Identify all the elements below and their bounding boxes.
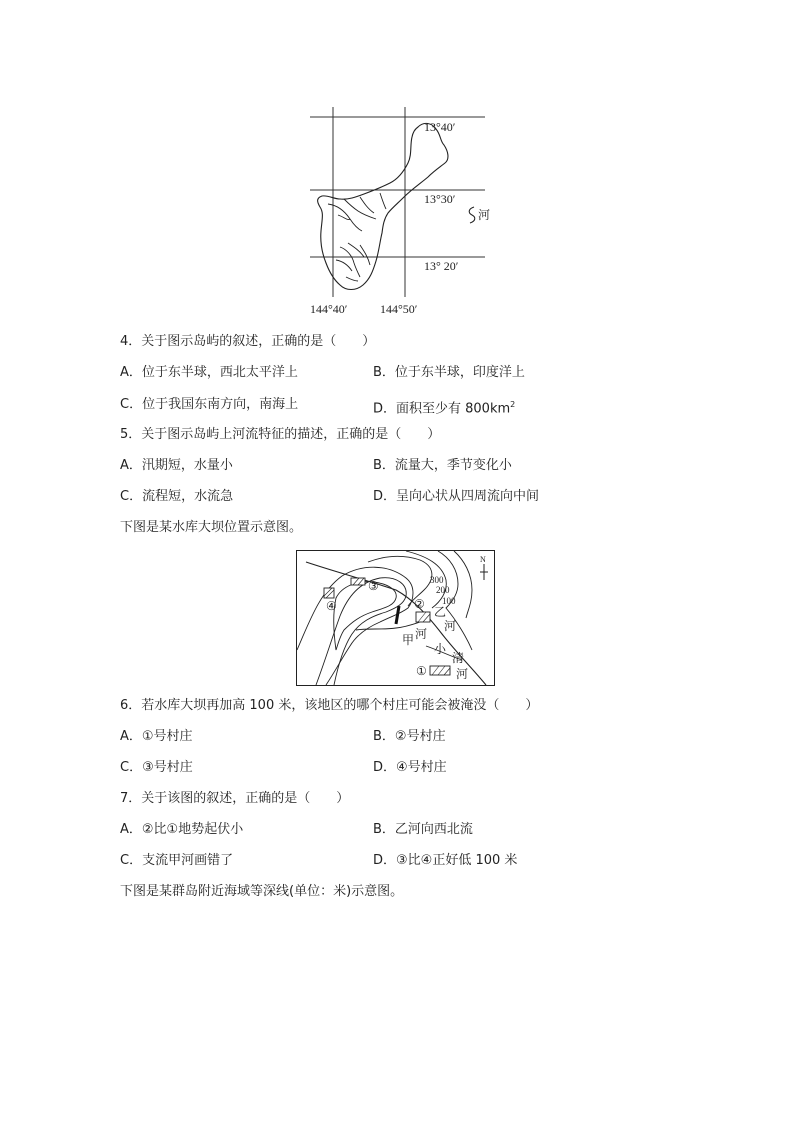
q6-option-b: B．②号村庄 [373,729,446,744]
label-yi-he: 河 [444,619,457,633]
q4-option-b: B．位于东半球，印度洋上 [373,365,525,380]
lat-label-1320: 13° 20′ [424,259,459,273]
lon-label-14450: 144°50′ [380,302,418,316]
q7-option-c: C．支流甲河画错了 [120,853,234,868]
village-markers [324,578,450,675]
q7-stem: 7．关于该图的叙述，正确的是（ ） [120,791,350,806]
north-label: N [480,555,486,564]
lat-label-1330: 13°30′ [424,192,456,206]
reservoir-map-figure [296,550,496,687]
q7-option-a: A．②比①地势起伏小 [120,822,244,837]
label-jia-he: 河 [415,627,428,641]
island-map-figure [300,105,500,320]
q7-option-b: B．乙河向西北流 [373,822,473,837]
village-4-label: ④ [326,599,337,613]
q4-option-d [373,397,515,417]
lat-label-1340: 13°40′ [424,120,456,134]
intro-archipelago: 下图是某群岛附近海域等深线(单位：米)示意图。 [120,884,404,899]
village-1-label: ① [416,664,427,678]
label-xiao: 小 [434,642,447,656]
label-xiaoqing-he: 河 [456,667,469,681]
q6-stem: 6．若水库大坝再加高 100 米，该地区的哪个村庄可能会被淹没（ ） [120,698,539,713]
river-legend-symbol [469,207,475,223]
village-2-label: ② [414,597,425,611]
q6-option-d: D．④号村庄 [373,760,447,775]
label-qing: 清 [452,651,465,665]
q7-option-d: D．③比④正好低 100 米 [373,853,518,868]
q5-option-d: D．呈向心状从四周流向中间 [373,489,540,504]
q6-option-a: A．①号村庄 [120,729,193,744]
q4-stem: 4．关于图示岛屿的叙述，正确的是（ ） [120,334,376,349]
island-rivers [328,193,386,281]
q4-option-d-text: D．面积至少有 800km [373,401,511,417]
q5-option-a: A．汛期短，水量小 [120,458,233,473]
lon-label-14440: 144°40′ [310,302,348,316]
q6-option-c: C．③号村庄 [120,760,193,775]
q5-stem: 5．关于图示岛屿上河流特征的描述，正确的是（ ） [120,427,441,442]
q4-option-a: A．位于东半球，西北太平洋上 [120,365,298,380]
intro-reservoir: 下图是某水库大坝位置示意图。 [120,520,303,535]
label-jia: 甲 [402,633,415,647]
contour-label-200: 200 [436,585,450,595]
q5-option-c: C．流程短，水流急 [120,489,234,504]
q5-option-b: B．流量大，季节变化小 [373,458,512,473]
contour-label-300: 300 [430,575,444,585]
river-legend-label: 河 [478,208,491,222]
jia-river [356,622,420,630]
dam [396,606,399,624]
q4-option-d-sup: 2 [510,400,516,409]
contour-label-100: 100 [442,596,456,606]
village-3-label: ③ [368,579,379,593]
label-yi: 乙 [434,605,447,619]
q4-option-c: C．位于我国东南方向，南海上 [120,397,299,412]
